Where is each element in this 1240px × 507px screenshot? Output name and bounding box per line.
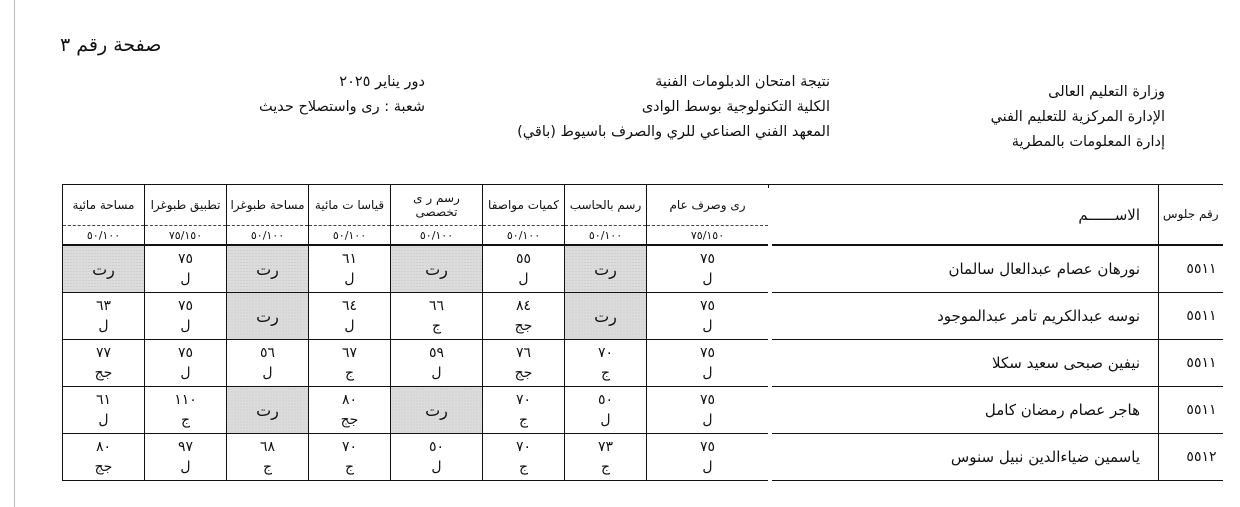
retake-cell: رت [63, 245, 145, 293]
score-cell [145, 245, 227, 293]
score-cell [565, 340, 647, 387]
ministry-line-1: وزارة التعليم العالى [1048, 84, 1165, 100]
score-cell [483, 245, 565, 293]
score-cell [309, 340, 391, 387]
grade-value: ل [518, 271, 529, 287]
grade-value: جج [514, 318, 533, 334]
page-number: صفحة رقم ٣ [60, 34, 162, 56]
grade-value: ل [344, 271, 355, 287]
score-value: ٧٥ [177, 298, 194, 314]
grade-value: ج [344, 365, 355, 381]
score-cell [63, 293, 145, 340]
college-name: الكلية التكنولوجية بوسط الوادى [641, 99, 830, 115]
retake-cell: رت [227, 245, 309, 293]
student-name: هاجر عصام رمضان كامل [769, 387, 1159, 434]
score-value: ٨٠ [341, 392, 358, 408]
max-score: ٥٠/١٠٠ [483, 226, 565, 246]
score-cell [647, 387, 769, 434]
grade-value: ل [180, 365, 191, 381]
score-value: ٧٠ [341, 439, 358, 455]
grade-value: ل [344, 318, 355, 334]
score-cell [483, 434, 565, 481]
score-value: ٨٠ [95, 439, 112, 455]
grade-value: ل [98, 318, 109, 334]
subject-header: رى وصرف عام [647, 185, 769, 226]
score-cell [391, 340, 483, 387]
score-cell [647, 245, 769, 293]
max-score: ٥٠/١٠٠ [227, 226, 309, 246]
score-cell [227, 340, 309, 387]
score-value: ٦٣ [95, 298, 112, 314]
score-cell [63, 387, 145, 434]
student-name: ياسمين ضياءالدين نبيل سنوس [769, 434, 1159, 481]
seat-number: ٥٥١١ [1159, 340, 1223, 387]
left-margin-rule [14, 0, 15, 507]
grade-value: ل [180, 271, 191, 287]
max-score: ٧٥/١٥٠ [647, 226, 769, 246]
session-header [215, 70, 425, 120]
retake-cell: رت [391, 387, 483, 434]
score-cell [565, 434, 647, 481]
score-cell [647, 340, 769, 387]
grade-value: ل [702, 318, 713, 334]
score-cell [145, 293, 227, 340]
grade-value: ل [702, 412, 713, 428]
score-value: ٧٠ [515, 392, 532, 408]
seat-number: ٥٥١٢ [1159, 434, 1223, 481]
score-cell [565, 387, 647, 434]
score-value: ٥٠ [428, 439, 445, 455]
score-value: ٧٧ [95, 345, 112, 361]
score-value: ٧٦ [515, 345, 532, 361]
exam-division: شعبة : رى واستصلاح حديث [259, 99, 425, 115]
score-value: ٥٦ [259, 345, 276, 361]
score-cell [309, 387, 391, 434]
seat-number: ٥٥١١ [1159, 245, 1223, 293]
grade-value: ج [600, 365, 611, 381]
score-value: ٧٥ [177, 345, 194, 361]
score-cell [145, 387, 227, 434]
grade-value: ل [180, 459, 191, 475]
max-score: ٧٥/١٥٠ [145, 226, 227, 246]
grade-value: ل [431, 459, 442, 475]
score-value: ٥٠ [597, 392, 614, 408]
seat-number: ٥٥١١ [1159, 293, 1223, 340]
score-cell [227, 434, 309, 481]
grade-value: جج [514, 365, 533, 381]
subject-header: رسم ر ى تخصصى [391, 185, 483, 226]
seat-number-header: رقم جلوس [1159, 185, 1223, 246]
table-row [63, 340, 1223, 387]
column-gap [768, 188, 772, 490]
score-value: ١١٠ [174, 392, 197, 408]
score-cell [647, 434, 769, 481]
score-cell [309, 293, 391, 340]
retake-cell: رت [227, 387, 309, 434]
subject-header: مساحة طبوغرا [227, 185, 309, 226]
score-value: ٦٦ [428, 298, 445, 314]
student-name: نيفين صبحى سعيد سكلا [769, 340, 1159, 387]
subject-header: قياسا ت مائية [309, 185, 391, 226]
score-value: ٧٥ [699, 439, 716, 455]
score-cell [391, 293, 483, 340]
score-value: ٦٨ [259, 439, 276, 455]
score-cell [483, 293, 565, 340]
seat-number: ٥٥١١ [1159, 387, 1223, 434]
grade-value: ل [431, 365, 442, 381]
table-row [63, 293, 1223, 340]
score-cell [391, 434, 483, 481]
subject-header: مساحة مائية [63, 185, 145, 226]
score-cell [309, 245, 391, 293]
exam-title: نتيجة امتحان الدبلومات الفنية [655, 74, 830, 90]
grade-value: ل [702, 271, 713, 287]
score-cell [309, 434, 391, 481]
score-value: ٧٥ [699, 392, 716, 408]
retake-cell: رت [565, 245, 647, 293]
score-cell [63, 340, 145, 387]
score-value: ٧٠ [515, 439, 532, 455]
score-value: ٧٣ [597, 439, 614, 455]
score-value: ٧٠ [597, 345, 614, 361]
subject-header: كميات مواصفا [483, 185, 565, 226]
max-score: ٥٠/١٠٠ [391, 226, 483, 246]
grade-value: جج [94, 365, 113, 381]
grade-value: جج [340, 412, 359, 428]
institute-name: المعهد الفني الصناعي للري والصرف باسيوط (باقي) [517, 124, 830, 140]
grade-value: ل [702, 459, 713, 475]
score-cell [145, 340, 227, 387]
retake-cell: رت [391, 245, 483, 293]
grade-value: ج [262, 459, 273, 475]
grade-value: ل [262, 365, 273, 381]
grade-value: ج [431, 318, 442, 334]
score-value: ٦١ [341, 251, 358, 267]
score-value: ٦١ [95, 392, 112, 408]
ministry-line-2: الإدارة المركزية للتعليم الفني [990, 109, 1165, 125]
max-score: ٥٠/١٠٠ [309, 226, 391, 246]
max-score: ٥٠/١٠٠ [63, 226, 145, 246]
grade-value: ل [180, 318, 191, 334]
grade-value: ج [344, 459, 355, 475]
score-cell [63, 434, 145, 481]
score-value: ٨٤ [515, 298, 532, 314]
subject-header: تطبيق طبوغرا [145, 185, 227, 226]
header-row [63, 185, 1223, 226]
max-score: ٥٠/١٠٠ [565, 226, 647, 246]
exam-session: دور يناير ٢٠٢٥ [339, 74, 425, 90]
score-value: ٥٥ [515, 251, 532, 267]
grade-value: ج [180, 412, 191, 428]
retake-cell: رت [227, 293, 309, 340]
grade-value: ج [600, 459, 611, 475]
student-name: نورهان عصام عبدالعال سالمان [769, 245, 1159, 293]
grade-value: ل [702, 365, 713, 381]
grade-value: جج [94, 459, 113, 475]
grade-value: ل [600, 412, 611, 428]
table-row [63, 387, 1223, 434]
retake-cell: رت [565, 293, 647, 340]
grade-value: ج [518, 412, 529, 428]
student-name: نوسه عبدالكريم تامر عبدالموجود [769, 293, 1159, 340]
exam-header [480, 70, 830, 145]
score-value: ٧٥ [699, 251, 716, 267]
score-value: ٩٧ [177, 439, 194, 455]
score-cell [483, 340, 565, 387]
score-cell [145, 434, 227, 481]
ministry-header [991, 80, 1165, 155]
score-value: ٧٥ [699, 298, 716, 314]
table-row [63, 245, 1223, 293]
score-cell [483, 387, 565, 434]
score-value: ٧٥ [177, 251, 194, 267]
score-value: ٦٧ [341, 345, 358, 361]
score-value: ٦٤ [341, 298, 358, 314]
subject-header: رسم بالحاسب [565, 185, 647, 226]
ministry-line-3: إدارة المعلومات بالمطرية [1011, 134, 1165, 150]
results-table [62, 184, 1223, 481]
score-value: ٥٩ [428, 345, 445, 361]
score-cell [647, 293, 769, 340]
grade-value: ج [518, 459, 529, 475]
score-value: ٧٥ [699, 345, 716, 361]
table-row [63, 434, 1223, 481]
grade-value: ل [98, 412, 109, 428]
student-name-header: الاســــــم [769, 185, 1159, 246]
